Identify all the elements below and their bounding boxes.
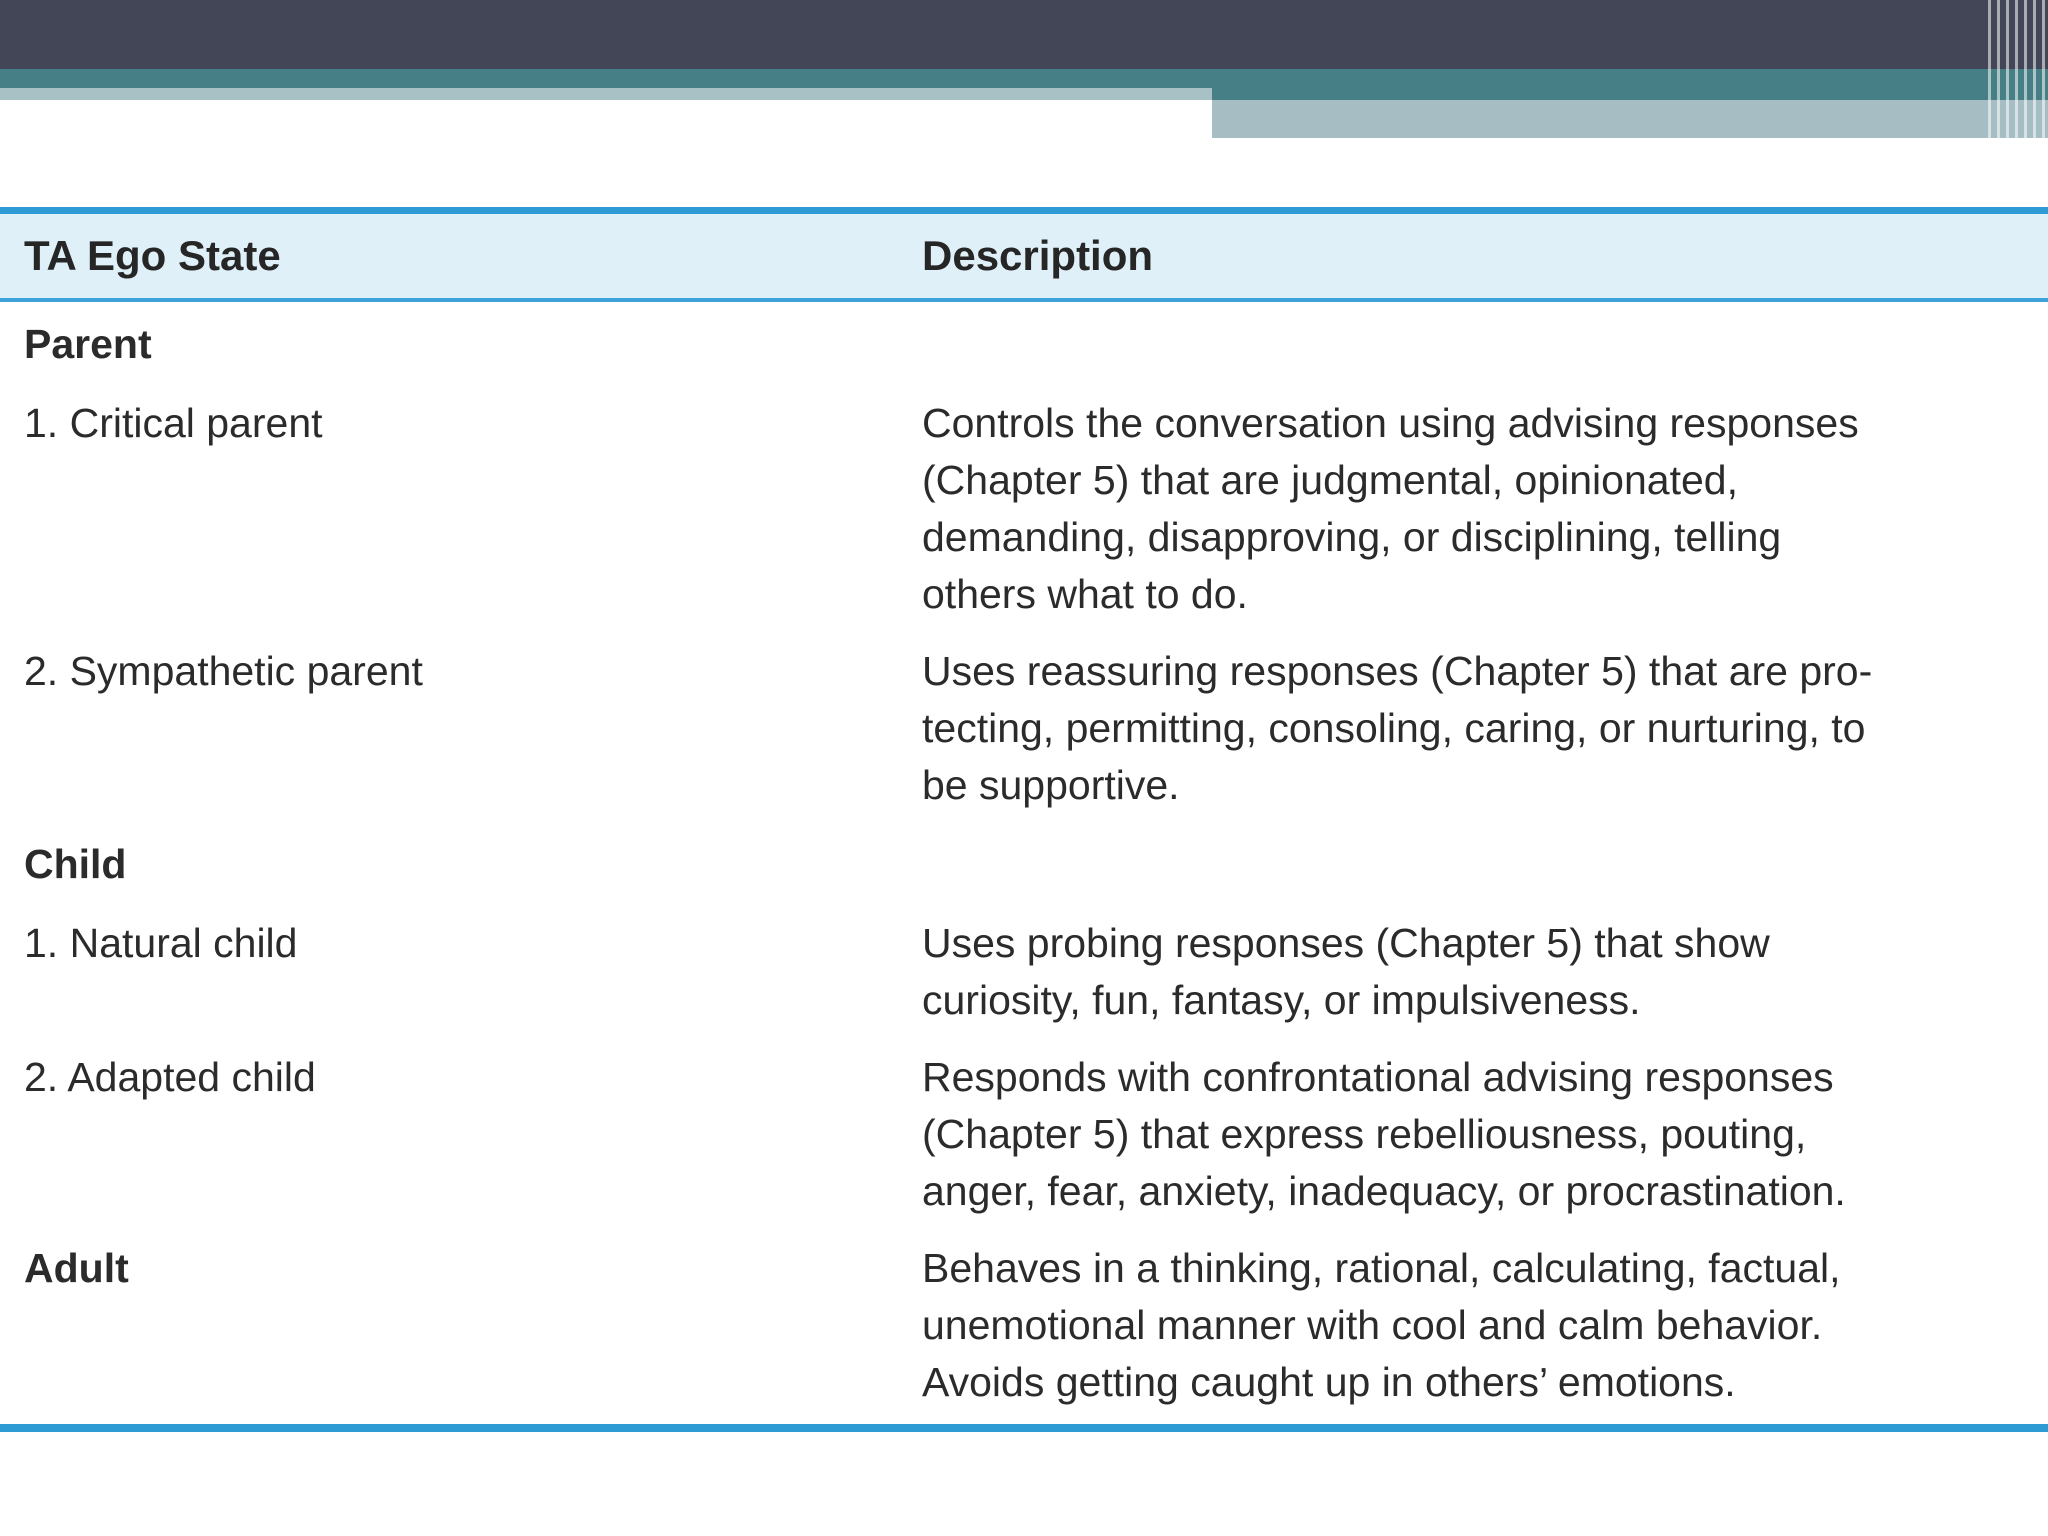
row-description: Uses reassuring responses (Chapter 5) that are pro-tecting, permitting, consoling, caring, or nurturing, to be supportive. — [922, 648, 1873, 808]
table-row-child — [0, 836, 2048, 893]
table-top-rule — [0, 207, 2048, 214]
ego-state-table — [0, 207, 2048, 1411]
header-stripes-decoration — [1988, 0, 2048, 138]
row-description: Controls the conversation using advising responses (Chapter 5) that are judgmental, opinionated, demanding, disapproving, or disciplining, telling others what to do. — [922, 400, 1859, 617]
header-bar-light-left — [0, 88, 1212, 100]
table-row-sympathetic-parent — [0, 643, 2048, 814]
table-row-natural-child — [0, 915, 2048, 1029]
table-row-adapted-child — [0, 1049, 2048, 1220]
table-header-rule — [0, 298, 2048, 302]
table-header-row — [0, 214, 2048, 298]
header-bar-light-right — [1212, 100, 2048, 138]
row-description: Behaves in a thinking, rational, calculating, factual, unemotional manner with cool and calm behavior. Avoids getting caught up in others’ emotions. — [922, 1245, 1841, 1405]
column-header-description: Description — [922, 232, 1154, 279]
header-bar-dark — [0, 0, 2048, 69]
table-row-critical-parent — [0, 395, 2048, 623]
row-description: Responds with confrontational advising responses (Chapter 5) that express rebelliousness, pouting, anger, fear, anxiety, inadequacy, or procrastination. — [922, 1054, 1846, 1214]
table-row-parent — [0, 316, 2048, 373]
row-state-label: 2. Adapted child — [24, 1054, 316, 1100]
table-bottom-rule — [0, 1424, 2048, 1432]
table-row-adult — [0, 1240, 2048, 1411]
row-state-label: 1. Natural child — [24, 920, 298, 966]
row-state-label: Parent — [24, 321, 152, 367]
row-state-label: 1. Critical parent — [24, 400, 323, 446]
column-header-ta-ego-state: TA Ego State — [24, 232, 281, 279]
row-state-label: Adult — [24, 1245, 129, 1291]
row-state-label: 2. Sympathetic parent — [24, 648, 423, 694]
row-state-label: Child — [24, 841, 127, 887]
row-description: Uses probing responses (Chapter 5) that show curiosity, fun, fantasy, or impulsiveness. — [922, 920, 1770, 1023]
